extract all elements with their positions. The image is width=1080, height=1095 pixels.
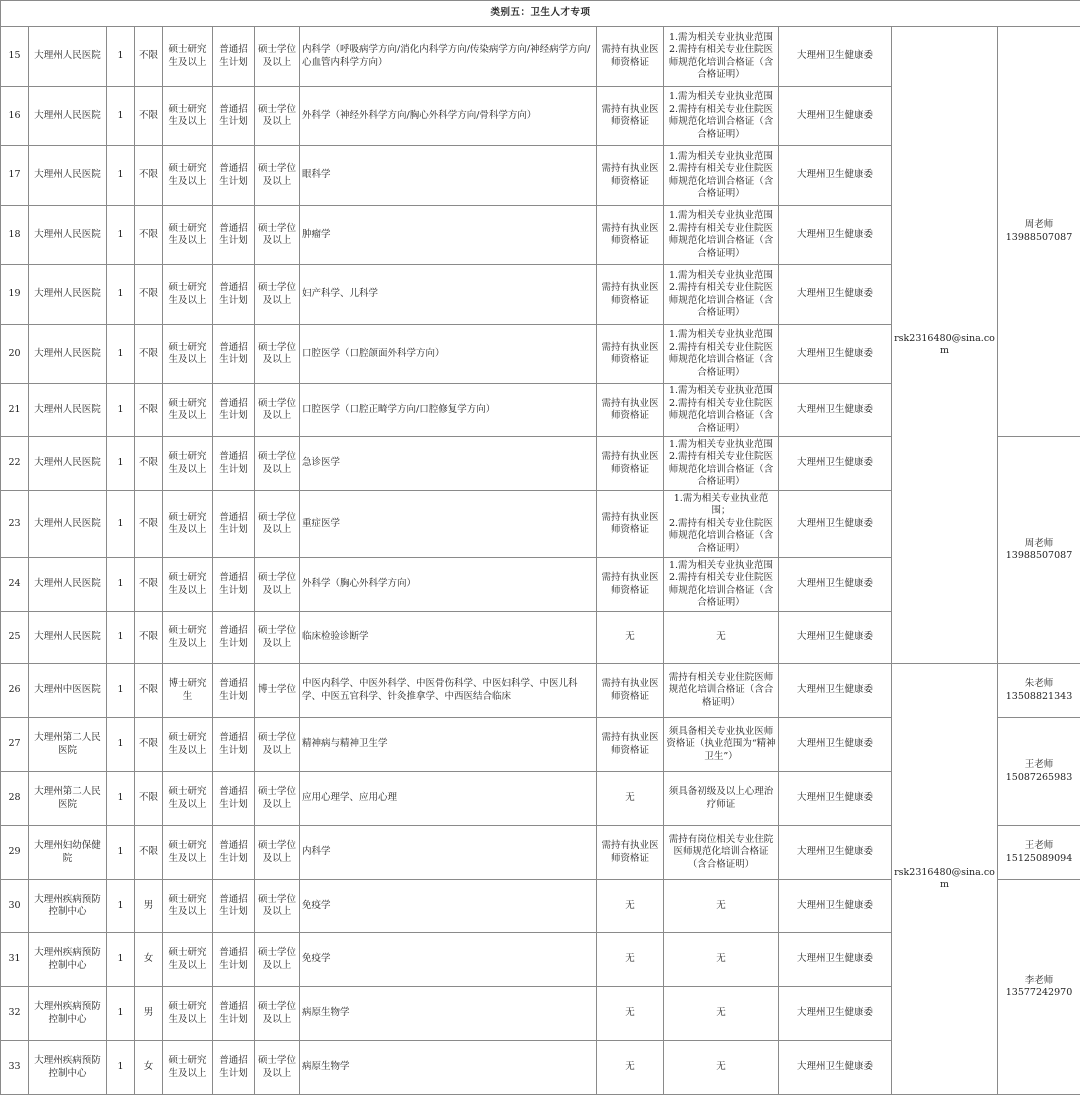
education-cell: 硕士研究生及以上 [163,384,213,437]
enrollment-plan-cell: 普通招生计划 [213,826,255,880]
hire-count-cell: 1 [107,265,135,325]
major-cell: 口腔医学（口腔正畸学方向/口腔修复学方向） [300,384,597,437]
degree-cell: 硕士学位及以上 [255,87,300,146]
other-requirements-cell: 无 [664,1041,779,1095]
qualification-cell: 需持有执业医师资格证 [597,558,664,612]
contact-name: 李老师 [1000,975,1078,988]
degree-cell: 硕士学位及以上 [255,1041,300,1095]
department-cell: 大理州卫生健康委 [779,146,892,206]
contact-name: 王老师 [1000,759,1078,772]
unit-name-cell: 大理州妇幼保健院 [29,826,107,880]
gender-cell: 不限 [135,325,163,384]
hire-count-cell: 1 [107,933,135,987]
department-cell: 大理州卫生健康委 [779,558,892,612]
row-number-cell: 32 [1,987,29,1041]
other-requirements-cell: 1.需为相关专业执业范围 2.需持有相关专业住院医师规范化培训合格证（含合格证明） [664,206,779,265]
enrollment-plan-cell: 普通招生计划 [213,772,255,826]
row-number-cell: 17 [1,146,29,206]
qualification-cell: 需持有执业医师资格证 [597,384,664,437]
gender-cell: 不限 [135,664,163,718]
department-cell: 大理州卫生健康委 [779,491,892,558]
degree-cell: 硕士学位及以上 [255,265,300,325]
other-requirements-cell: 须具备初级及以上心理治疗师证 [664,772,779,826]
other-requirements-cell: 须具备相关专业执业医师资格证（执业范围为“精神卫生”） [664,718,779,772]
contact-person [998,718,1080,826]
contact-person [998,880,1080,1095]
row-number-cell: 16 [1,87,29,146]
other-requirements-cell: 1.需为相关专业执业范围 2.需持有相关专业住院医师规范化培训合格证（含合格证明） [664,146,779,206]
unit-name-cell: 大理州疾病预防控制中心 [29,1041,107,1095]
enrollment-plan-cell: 普通招生计划 [213,384,255,437]
department-cell: 大理州卫生健康委 [779,265,892,325]
enrollment-plan-cell: 普通招生计划 [213,880,255,933]
gender-cell: 不限 [135,206,163,265]
qualification-cell: 无 [597,772,664,826]
other-requirements-cell: 1.需为相关专业执业范围 2.需持有相关专业住院医师规范化培训合格证（含合格证明） [664,558,779,612]
other-requirements-cell: 无 [664,880,779,933]
hire-count-cell: 1 [107,718,135,772]
unit-name-cell: 大理州人民医院 [29,265,107,325]
enrollment-plan-cell: 普通招生计划 [213,987,255,1041]
unit-name-cell: 大理州第二人民医院 [29,772,107,826]
department-cell: 大理州卫生健康委 [779,987,892,1041]
other-requirements-cell: 需持有相关专业住院医师规范化培训合格证（含合格证明） [664,664,779,718]
degree-cell: 硕士学位及以上 [255,987,300,1041]
unit-name-cell: 大理州人民医院 [29,87,107,146]
education-cell: 硕士研究生及以上 [163,772,213,826]
gender-cell: 不限 [135,612,163,664]
major-cell: 急诊医学 [300,437,597,491]
unit-name-cell: 大理州中医医院 [29,664,107,718]
hire-count-cell: 1 [107,558,135,612]
enrollment-plan-cell: 普通招生计划 [213,718,255,772]
unit-name-cell: 大理州人民医院 [29,491,107,558]
hire-count-cell: 1 [107,1041,135,1095]
education-cell: 硕士研究生及以上 [163,880,213,933]
qualification-cell: 需持有执业医师资格证 [597,664,664,718]
qualification-cell: 需持有执业医师资格证 [597,826,664,880]
gender-cell: 不限 [135,146,163,206]
other-requirements-cell: 1.需为相关专业执业范围 2.需持有相关专业住院医师规范化培训合格证（含合格证明） [664,87,779,146]
unit-name-cell: 大理州人民医院 [29,384,107,437]
other-requirements-cell: 1.需为相关专业执业范围 2.需持有相关专业住院医师规范化培训合格证（含合格证明） [664,384,779,437]
hire-count-cell: 1 [107,384,135,437]
education-cell: 硕士研究生及以上 [163,206,213,265]
row-number-cell: 30 [1,880,29,933]
department-cell: 大理州卫生健康委 [779,206,892,265]
hire-count-cell: 1 [107,87,135,146]
hire-count-cell: 1 [107,772,135,826]
degree-cell: 硕士学位及以上 [255,612,300,664]
degree-cell: 博士学位 [255,664,300,718]
contact-email: rsk2316480@sina.com [892,27,998,664]
row-number-cell: 26 [1,664,29,718]
row-number-cell: 19 [1,265,29,325]
education-cell: 硕士研究生及以上 [163,987,213,1041]
degree-cell: 硕士学位及以上 [255,437,300,491]
gender-cell: 不限 [135,27,163,87]
enrollment-plan-cell: 普通招生计划 [213,933,255,987]
gender-cell: 不限 [135,491,163,558]
unit-name-cell: 大理州人民医院 [29,27,107,87]
major-cell: 重症医学 [300,491,597,558]
degree-cell: 硕士学位及以上 [255,558,300,612]
major-cell: 免疫学 [300,880,597,933]
major-cell: 妇产科学、儿科学 [300,265,597,325]
qualification-cell: 需持有执业医师资格证 [597,206,664,265]
enrollment-plan-cell: 普通招生计划 [213,558,255,612]
row-number-cell: 21 [1,384,29,437]
qualification-cell: 需持有执业医师资格证 [597,146,664,206]
hire-count-cell: 1 [107,880,135,933]
enrollment-plan-cell: 普通招生计划 [213,27,255,87]
major-cell: 内科学 [300,826,597,880]
department-cell: 大理州卫生健康委 [779,664,892,718]
hire-count-cell: 1 [107,612,135,664]
other-requirements-cell: 1.需为相关专业执业范围 2.需持有相关专业住院医师规范化培训合格证（含合格证明） [664,325,779,384]
enrollment-plan-cell: 普通招生计划 [213,206,255,265]
other-requirements-cell: 无 [664,987,779,1041]
degree-cell: 硕士学位及以上 [255,772,300,826]
degree-cell: 硕士学位及以上 [255,146,300,206]
hire-count-cell: 1 [107,206,135,265]
other-requirements-cell: 1.需为相关专业执业范围 2.需持有相关专业住院医师规范化培训合格证（含合格证明） [664,27,779,87]
enrollment-plan-cell: 普通招生计划 [213,491,255,558]
major-cell: 免疫学 [300,933,597,987]
qualification-cell: 需持有执业医师资格证 [597,27,664,87]
hire-count-cell: 1 [107,437,135,491]
enrollment-plan-cell: 普通招生计划 [213,265,255,325]
row-number-cell: 22 [1,437,29,491]
department-cell: 大理州卫生健康委 [779,1041,892,1095]
department-cell: 大理州卫生健康委 [779,826,892,880]
unit-name-cell: 大理州第二人民医院 [29,718,107,772]
major-cell: 肿瘤学 [300,206,597,265]
contact-phone: 13988507087 [1000,232,1078,245]
education-cell: 硕士研究生及以上 [163,437,213,491]
education-cell: 硕士研究生及以上 [163,325,213,384]
department-cell: 大理州卫生健康委 [779,27,892,87]
row-number-cell: 33 [1,1041,29,1095]
major-cell: 临床检验诊断学 [300,612,597,664]
major-cell: 口腔医学（口腔颌面外科学方向） [300,325,597,384]
education-cell: 博士研究生 [163,664,213,718]
other-requirements-cell: 1.需为相关专业执业范围； 2.需持有相关专业住院医师规范化培训合格证（含合格证明） [664,491,779,558]
qualification-cell: 需持有执业医师资格证 [597,325,664,384]
contact-phone: 13508821343 [1000,691,1078,704]
row-number-cell: 25 [1,612,29,664]
row-number-cell: 24 [1,558,29,612]
gender-cell: 不限 [135,558,163,612]
gender-cell: 不限 [135,826,163,880]
row-number-cell: 15 [1,27,29,87]
degree-cell: 硕士学位及以上 [255,933,300,987]
major-cell: 外科学（胸心外科学方向） [300,558,597,612]
qualification-cell: 需持有执业医师资格证 [597,718,664,772]
row-number-cell: 31 [1,933,29,987]
qualification-cell: 无 [597,987,664,1041]
department-cell: 大理州卫生健康委 [779,933,892,987]
unit-name-cell: 大理州人民医院 [29,206,107,265]
contact-phone: 15087265983 [1000,772,1078,785]
hire-count-cell: 1 [107,987,135,1041]
major-cell: 外科学（神经外科学方向/胸心外科学方向/骨科学方向） [300,87,597,146]
unit-name-cell: 大理州人民医院 [29,325,107,384]
qualification-cell: 无 [597,933,664,987]
education-cell: 硕士研究生及以上 [163,558,213,612]
gender-cell: 不限 [135,437,163,491]
degree-cell: 硕士学位及以上 [255,718,300,772]
degree-cell: 硕士学位及以上 [255,880,300,933]
education-cell: 硕士研究生及以上 [163,826,213,880]
degree-cell: 硕士学位及以上 [255,206,300,265]
gender-cell: 男 [135,880,163,933]
row-number-cell: 29 [1,826,29,880]
contact-person [998,27,1080,437]
row-number-cell: 23 [1,491,29,558]
major-cell: 病原生物学 [300,987,597,1041]
qualification-cell: 需持有执业医师资格证 [597,491,664,558]
other-requirements-cell: 1.需为相关专业执业范围 2.需持有相关专业住院医师规范化培训合格证（含合格证明） [664,437,779,491]
other-requirements-cell: 无 [664,933,779,987]
enrollment-plan-cell: 普通招生计划 [213,437,255,491]
hire-count-cell: 1 [107,325,135,384]
unit-name-cell: 大理州人民医院 [29,437,107,491]
major-cell: 精神病与精神卫生学 [300,718,597,772]
department-cell: 大理州卫生健康委 [779,325,892,384]
table-row [1,664,1080,718]
enrollment-plan-cell: 普通招生计划 [213,612,255,664]
unit-name-cell: 大理州人民医院 [29,146,107,206]
major-cell: 应用心理学、应用心理 [300,772,597,826]
title-row [1,1,1080,27]
education-cell: 硕士研究生及以上 [163,612,213,664]
education-cell: 硕士研究生及以上 [163,718,213,772]
qualification-cell: 需持有执业医师资格证 [597,265,664,325]
degree-cell: 硕士学位及以上 [255,27,300,87]
education-cell: 硕士研究生及以上 [163,27,213,87]
hire-count-cell: 1 [107,826,135,880]
degree-cell: 硕士学位及以上 [255,826,300,880]
education-cell: 硕士研究生及以上 [163,265,213,325]
enrollment-plan-cell: 普通招生计划 [213,146,255,206]
degree-cell: 硕士学位及以上 [255,384,300,437]
qualification-cell: 无 [597,612,664,664]
contact-phone: 13988507087 [1000,550,1078,563]
gender-cell: 女 [135,1041,163,1095]
contact-phone: 15125089094 [1000,853,1078,866]
contact-name: 朱老师 [1000,678,1078,691]
gender-cell: 不限 [135,265,163,325]
hire-count-cell: 1 [107,27,135,87]
gender-cell: 不限 [135,718,163,772]
education-cell: 硕士研究生及以上 [163,146,213,206]
education-cell: 硕士研究生及以上 [163,933,213,987]
department-cell: 大理州卫生健康委 [779,437,892,491]
unit-name-cell: 大理州疾病预防控制中心 [29,880,107,933]
hire-count-cell: 1 [107,491,135,558]
degree-cell: 硕士学位及以上 [255,325,300,384]
degree-cell: 硕士学位及以上 [255,491,300,558]
contact-name: 王老师 [1000,840,1078,853]
department-cell: 大理州卫生健康委 [779,880,892,933]
enrollment-plan-cell: 普通招生计划 [213,325,255,384]
education-cell: 硕士研究生及以上 [163,491,213,558]
qualification-cell: 无 [597,880,664,933]
unit-name-cell: 大理州人民医院 [29,558,107,612]
education-cell: 硕士研究生及以上 [163,1041,213,1095]
row-number-cell: 20 [1,325,29,384]
gender-cell: 不限 [135,87,163,146]
major-cell: 内科学（呼吸病学方向/消化内科学方向/传染病学方向/神经病学方向/心血管内科学方向） [300,27,597,87]
row-number-cell: 18 [1,206,29,265]
contact-person [998,664,1080,718]
table-title: 类别五：卫生人才专项 [1,1,1080,27]
contact-phone: 13577242970 [1000,987,1078,1000]
other-requirements-cell: 需持有岗位相关专业住院医师规范化培训合格证（含合格证明） [664,826,779,880]
major-cell: 眼科学 [300,146,597,206]
table-row [1,27,1080,87]
contact-person [998,437,1080,664]
qualification-cell: 需持有执业医师资格证 [597,87,664,146]
contact-name: 周老师 [1000,219,1078,232]
enrollment-plan-cell: 普通招生计划 [213,87,255,146]
department-cell: 大理州卫生健康委 [779,772,892,826]
gender-cell: 不限 [135,384,163,437]
qualification-cell: 无 [597,1041,664,1095]
hire-count-cell: 1 [107,146,135,206]
enrollment-plan-cell: 普通招生计划 [213,664,255,718]
gender-cell: 女 [135,933,163,987]
unit-name-cell: 大理州疾病预防控制中心 [29,987,107,1041]
contact-person [998,826,1080,880]
education-cell: 硕士研究生及以上 [163,87,213,146]
row-number-cell: 27 [1,718,29,772]
gender-cell: 不限 [135,772,163,826]
qualification-cell: 需持有执业医师资格证 [597,437,664,491]
row-number-cell: 28 [1,772,29,826]
department-cell: 大理州卫生健康委 [779,612,892,664]
other-requirements-cell: 1.需为相关专业执业范围 2.需持有相关专业住院医师规范化培训合格证（含合格证明） [664,265,779,325]
major-cell: 中医内科学、中医外科学、中医骨伤科学、中医妇科学、中医儿科学、中医五官科学、针灸推拿学、中西医结合临床 [300,664,597,718]
gender-cell: 男 [135,987,163,1041]
other-requirements-cell: 无 [664,612,779,664]
department-cell: 大理州卫生健康委 [779,718,892,772]
department-cell: 大理州卫生健康委 [779,87,892,146]
contact-email: rsk2316480@sina.com [892,664,998,1095]
contact-name: 周老师 [1000,538,1078,551]
department-cell: 大理州卫生健康委 [779,384,892,437]
enrollment-plan-cell: 普通招生计划 [213,1041,255,1095]
unit-name-cell: 大理州疾病预防控制中心 [29,933,107,987]
major-cell: 病原生物学 [300,1041,597,1095]
hire-count-cell: 1 [107,664,135,718]
unit-name-cell: 大理州人民医院 [29,612,107,664]
